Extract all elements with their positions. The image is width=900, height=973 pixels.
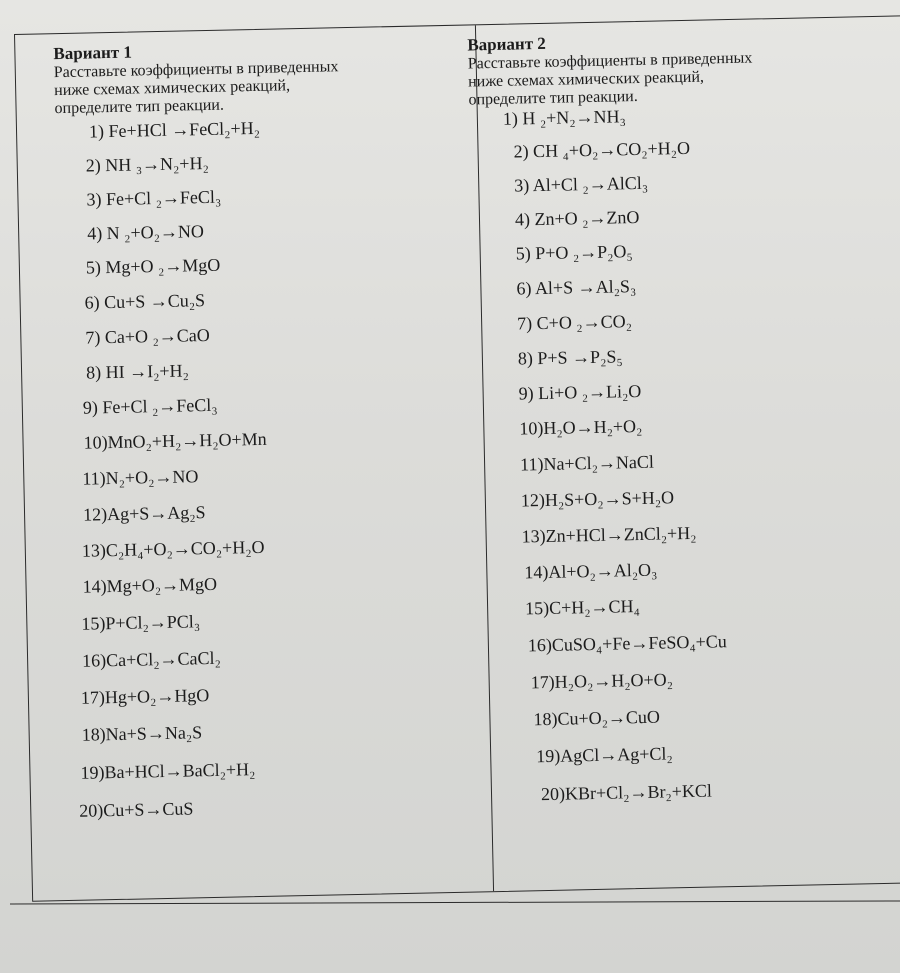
reaction-item: 7) Ca+O ₂→CaO xyxy=(85,324,210,348)
reaction-item: 8) P+S →P₂S₅ xyxy=(517,346,623,369)
reaction-item: 18)Cu+O₂→CuO xyxy=(533,706,661,730)
reaction-item: 9) Li+O ₂→Li₂O xyxy=(518,380,642,404)
reaction-item: 6) Al+S →Al₂S₃ xyxy=(516,276,637,299)
variant-1-instructions: Расставьте коэффициенты в приведенных ниже схемах химических реакций, определите тип реакции. xyxy=(53,58,339,118)
reaction-item: 3) Al+Cl ₂→AlCl₃ xyxy=(514,172,649,196)
reaction-item: 17)Hg+O₂→HgO xyxy=(80,685,210,708)
table-bottom-border xyxy=(10,900,900,904)
reaction-item: 19)Ba+HCl→BaCl₂+H₂ xyxy=(80,759,256,783)
reaction-item: 1) H ₂+N₂→NH₃ xyxy=(502,106,627,129)
reaction-item: 20)Cu+S→CuS xyxy=(79,798,194,821)
reaction-item: 10)MnO₂+H₂→H₂O+Mn xyxy=(83,428,267,453)
reaction-item: 11)Na+Cl₂→NaCl xyxy=(519,451,655,475)
reaction-item: 17)H₂O₂→H₂O+O₂ xyxy=(530,669,674,693)
reaction-item: 8) HI →I₂+H₂ xyxy=(85,360,189,383)
reaction-item: 13)C₂H₄+O₂→CO₂+H₂O xyxy=(81,536,265,561)
reaction-item: 5) Mg+O ₂→MgO xyxy=(85,254,221,278)
reaction-item: 2) CH ₄+O₂→CO₂+H₂O xyxy=(513,137,691,162)
variant-1-column xyxy=(53,36,464,821)
reaction-item: 15)C+H₂→CH₄ xyxy=(524,596,641,619)
reaction-item: 5) P+O ₂→P₂O₅ xyxy=(515,241,633,264)
reaction-item: 12)H₂S+O₂→S+H₂O xyxy=(520,487,675,511)
worksheet-table xyxy=(14,15,900,901)
reaction-item: 16)CuSO₄+Fe→FeSO₄+Cu xyxy=(527,631,727,656)
reaction-item: 6) Cu+S →Cu₂S xyxy=(84,290,206,313)
reaction-item: 2) NH ₃→N₂+H₂ xyxy=(85,152,209,176)
variant-2-instructions: Расставьте коэффициенты в приведенных ниже схемах химических реакций, определите тип реакции. xyxy=(467,49,753,109)
reaction-item: 12)Ag+S→Ag₂S xyxy=(82,502,206,525)
reaction-item: 15)P+Cl₂→PCl₃ xyxy=(81,611,201,634)
reaction-item: 3) Fe+Cl ₂→FeCl₃ xyxy=(86,186,222,210)
reaction-item: 1) Fe+HCl →FeCl₂+H₂ xyxy=(88,117,261,142)
reaction-item: 16)Ca+Cl₂→CaCl₂ xyxy=(81,647,222,671)
reaction-item: 7) C+O ₂→CO₂ xyxy=(516,311,633,334)
reaction-item: 4) N ₂+O₂→NO xyxy=(86,221,205,244)
reaction-item: 4) Zn+O ₂→ZnO xyxy=(514,206,640,230)
reaction-item: 11)N₂+O₂→NO xyxy=(82,466,199,489)
reaction-item: 19)AgCl→Ag+Cl₂ xyxy=(536,743,673,767)
reaction-item: 10)H₂O→H₂+O₂ xyxy=(519,415,643,439)
column-divider xyxy=(475,25,494,891)
variant-2-column xyxy=(467,27,888,805)
reaction-item: 14)Mg+O₂→MgO xyxy=(82,573,218,597)
reaction-item: 18)Na+S→Na₂S xyxy=(81,722,203,745)
variant-1-title: Вариант 1 xyxy=(53,42,133,64)
variant-2-title: Вариант 2 xyxy=(467,33,546,55)
reaction-item: 14)Al+O₂→Al₂O₃ xyxy=(524,559,658,583)
reaction-item: 20)KBr+Cl₂→Br₂+KCl xyxy=(540,780,713,805)
reaction-item: 13)Zn+HCl→ZnCl₂+H₂ xyxy=(521,522,697,547)
reaction-item: 9) Fe+Cl ₂→FeCl₃ xyxy=(82,394,218,418)
